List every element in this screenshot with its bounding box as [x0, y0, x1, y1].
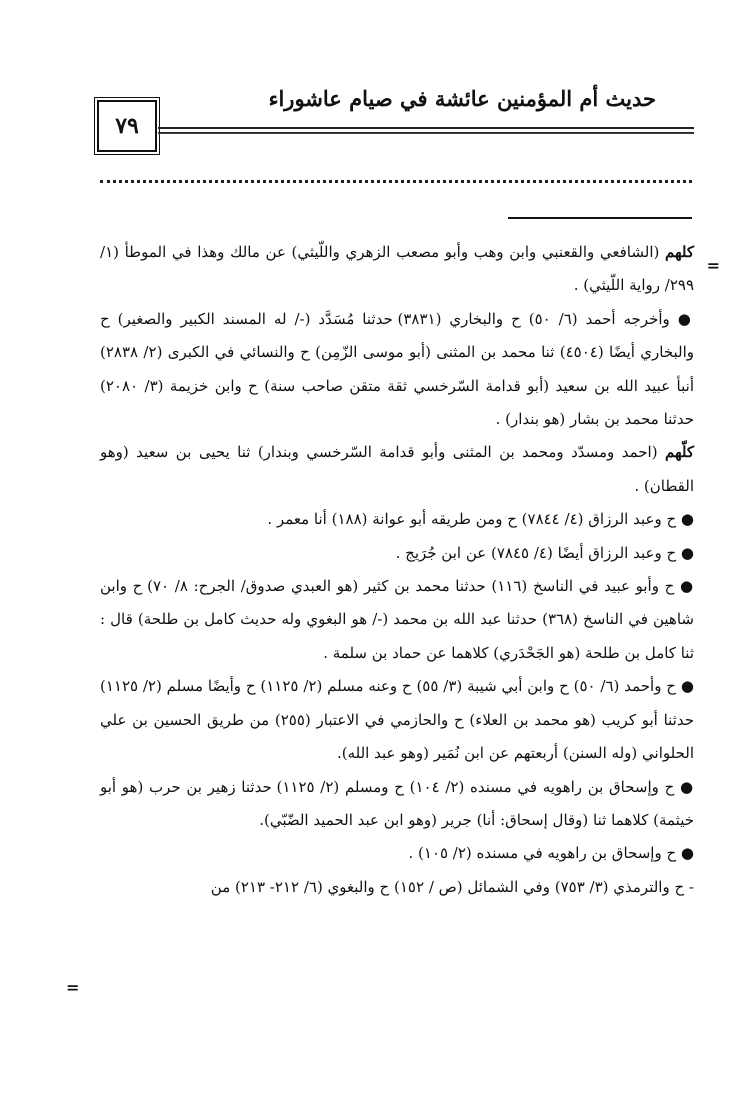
paragraph-text: ● ح وأحمد (٦/ ٥٠) ح وابن أبي شيبة (٣/ ٥٥) ح وعنه مسلم (٢/ ١١٢٥) ح وأيضًا مسلم (٢/ ١١٢٥) حدثنا أبو كريب (هو محمد بن العلاء) ح والحازمي في الاعتبار (٢٥٥) من طريق الحسين بن علي الحلواني (وله السنن) أربعتهم عن ابن نُمَير (وهو عبد الله).	[100, 677, 694, 763]
paragraph-text: ● وأخرجه أحمد (٦/ ٥٠) ح والبخاري (٣٨٣١) حدثنا مُسَدَّد (-/ له المسند الكبير والصغير) ح والبخاري أيضًا (٤٥٠٤) ثنا محمد بن المثنى (أبو موسى الزّمِن) ح والنسائي في الكبرى (٢/ ٢٨٣٨) أنبأ عبيد الله بن سعيد (أبو قدامة السّرخسي ثقة متقن صاحب سنة) ح وابن خزيمة (٣/ ٢٠٨٠) حدثنا محمد بن بشار (هو بندار) .	[100, 309, 695, 429]
margin-mark-top: =	[706, 256, 720, 275]
paragraph	[100, 503, 694, 536]
paragraph-text: ● ح وأبو عبيد في الناسخ (١١٦) حدثنا محمد بن كثير (هو العبدي صدوق/ الجرح: ٨/ ٧٠) ح وابن شاهين في الناسخ (٣٦٨) حدثنا عبد الله بن محمد (-/ هو البغوي وله حديث كامل بن طلحة) قال : ثنا كامل بن طلحة (هو الجَحْدَري) كلاهما عن حماد بن سلمة .	[100, 577, 695, 662]
page-number-box	[97, 100, 157, 152]
paragraph	[100, 771, 694, 838]
margin-mark-bottom: =	[66, 978, 80, 997]
paragraph-text: ● ح وعبد الرزاق (٤/ ٧٨٤٤) ح ومن طريقه أبو عوانة (١٨٨) أنا معمر .	[267, 510, 694, 529]
paragraph	[100, 537, 694, 570]
paragraph	[100, 837, 694, 870]
paragraph-lead: كلهم	[664, 243, 694, 261]
paragraph	[100, 303, 694, 437]
paragraph	[100, 570, 694, 670]
paragraph-text: ● ح وعبد الرزاق أيضًا (٤/ ٧٨٤٥) عن ابن جُرَيج .	[395, 543, 694, 562]
paragraph	[100, 670, 694, 770]
paragraph-text: ● ح وإسحاق بن راهويه في مسنده (٢/ ١٠٤) ح ومسلم (٢/ ١١٢٥) حدثنا زهير بن حرب (هو أبو خيثمة) كلاهما ثنا (وقال إسحاق: أنا) جرير (وهو ابن عبد الحميد الضّبّي).	[100, 777, 694, 829]
paragraph	[100, 236, 694, 303]
paragraph-lead: كلّهم	[664, 443, 694, 462]
paragraph-text: - ح والترمذي (٣/ ٧٥٣) وفي الشمائل (ص / ١٥٢) ح والبغوي (٦/ ٢١٢- ٢١٣) من	[210, 877, 694, 896]
section-rule	[508, 217, 692, 219]
paragraph-text: (الشافعي والقعنبي وابن وهب وأبو مصعب الزهري واللّيثي) عن مالك وهذا في الموطأ (١/ ٢٩٩/ رواية اللّيثي) .	[100, 243, 694, 295]
paragraph	[100, 436, 694, 503]
body-text	[100, 236, 694, 904]
header-thin-rule	[158, 133, 694, 134]
paragraph-text: (احمد ومسدّد ومحمد بن المثنى وأبو قدامة السّرخسي وبندار) ثنا يحيى بن سعيد (وهو القطان) .	[100, 443, 694, 495]
dotted-separator	[100, 180, 692, 183]
paragraph	[100, 871, 694, 904]
page-number: ٧٩	[115, 113, 139, 139]
paragraph-text: ● ح وإسحاق بن راهويه في مسنده (٢/ ١٠٥) .	[408, 844, 694, 863]
running-title: حديث أم المؤمنين عائشة في صيام عاشوراء	[268, 86, 656, 111]
